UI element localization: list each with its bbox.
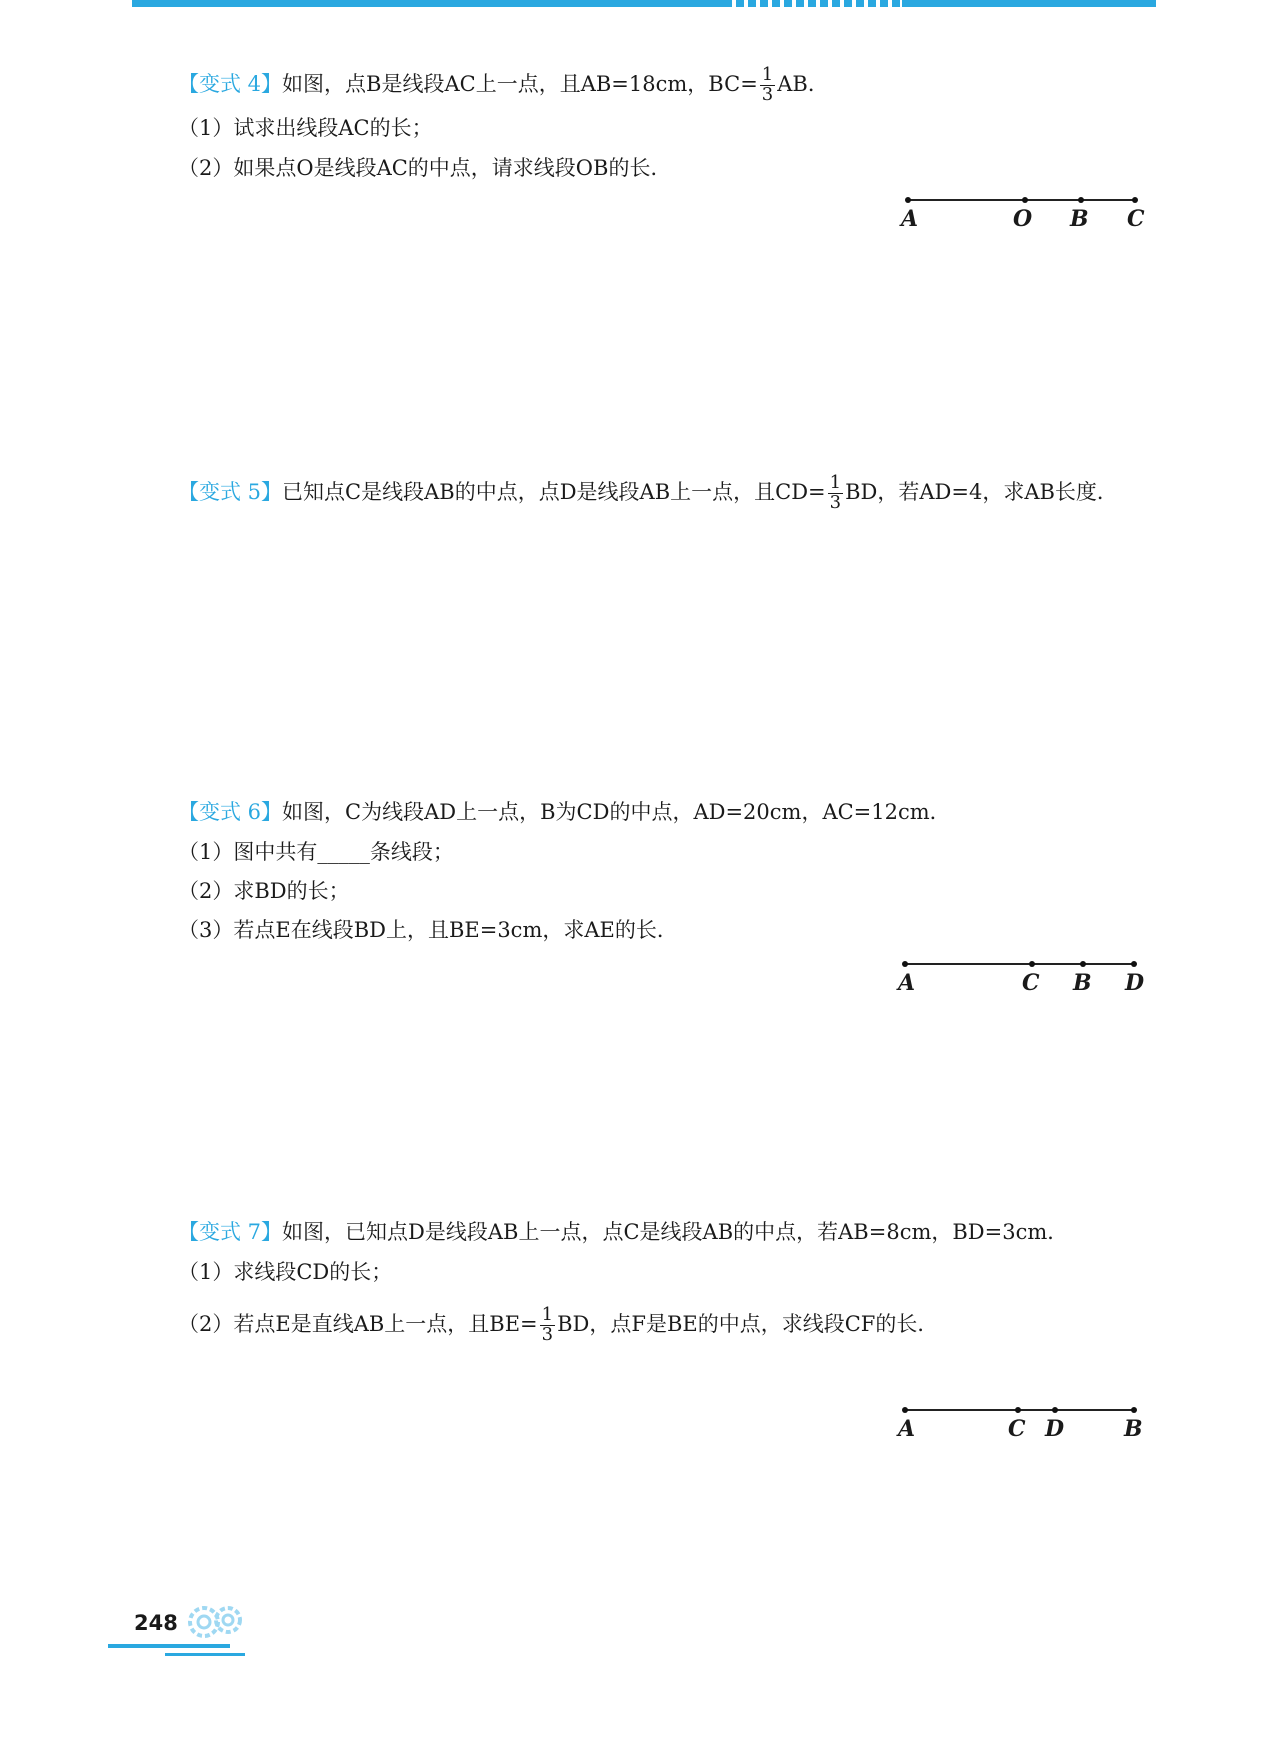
problem-5-tag: 【变式 5】 bbox=[178, 479, 283, 504]
label-d: D bbox=[1045, 1416, 1065, 1442]
point-a bbox=[902, 1407, 908, 1413]
problem-6-part-2: （2）求BD的长； bbox=[178, 879, 350, 903]
problem-7-text: 如图，已知点D是线段AB上一点，点C是线段AB的中点，若AB=8cm，BD=3cm． bbox=[282, 1220, 1069, 1244]
footer-rule bbox=[108, 1644, 230, 1648]
segment bbox=[907, 199, 1135, 201]
label-b: B bbox=[1070, 206, 1089, 232]
problem-6-tag: 【变式 6】 bbox=[178, 800, 283, 824]
problem-4-part-1: （1）试求出线段AC的长； bbox=[178, 116, 433, 140]
point-a bbox=[905, 197, 911, 203]
point-c bbox=[1015, 1407, 1021, 1413]
label-a: A bbox=[898, 970, 916, 996]
problem-6-text: 如图，C为线段AD上一点，B为CD的中点，AD=20cm，AC=12cm． bbox=[282, 800, 951, 824]
problem-7-part-1: （1）求线段CD的长； bbox=[178, 1260, 393, 1284]
segment bbox=[904, 963, 1134, 965]
fraction: $\frac{1}{3}$ bbox=[829, 472, 842, 513]
header-bar bbox=[132, 0, 1156, 7]
point-c bbox=[1132, 197, 1138, 203]
point-c bbox=[1029, 961, 1035, 967]
fraction: $\frac{1}{3}$ bbox=[761, 64, 774, 105]
problem-5-text: 已知点C是线段AB的中点，点D是线段AB上一点，且CD= bbox=[282, 479, 826, 504]
problem-6-statement bbox=[178, 802, 951, 823]
point-a bbox=[902, 961, 908, 967]
fraction: $\frac{1}{3}$ bbox=[541, 1304, 554, 1345]
label-a: A bbox=[898, 1416, 916, 1442]
gear-decoration-icon bbox=[184, 1600, 248, 1644]
problem-7-part-2: （2）若点E是直线AB上一点，且BE= $\frac{1}{3}$ BD，点F是BE的中点，求线段CF的长． bbox=[178, 1304, 939, 1345]
point-d bbox=[1131, 961, 1137, 967]
point-o bbox=[1022, 197, 1028, 203]
label-b: B bbox=[1073, 970, 1092, 996]
point-b bbox=[1078, 197, 1084, 203]
problem-4-figure bbox=[901, 186, 1145, 236]
label-c: C bbox=[1022, 970, 1040, 996]
label-a: A bbox=[901, 206, 919, 232]
page-number: 248 bbox=[134, 1611, 178, 1635]
problem-5-statement: 【变式 5】已知点C是线段AB的中点，点D是线段AB上一点，且CD= $\frac{1}{3}$ BD，若AD=4，求AB长度． bbox=[178, 472, 1118, 513]
problem-7-statement bbox=[178, 1222, 1068, 1243]
point-b bbox=[1080, 961, 1086, 967]
problem-7-tag: 【变式 7】 bbox=[178, 1220, 283, 1244]
label-b: B bbox=[1124, 1416, 1143, 1442]
footer-rule-short bbox=[165, 1653, 245, 1656]
problem-6-part-1: （1）图中共有_____条线段； bbox=[178, 840, 454, 864]
label-d: D bbox=[1125, 970, 1145, 996]
problem-7-figure bbox=[898, 1396, 1143, 1446]
label-c: C bbox=[1008, 1416, 1026, 1442]
label-c: C bbox=[1127, 206, 1145, 232]
problem-4-text: 如图，点B是线段AC上一点，且AB=18cm，BC= bbox=[282, 71, 758, 96]
problem-4-tag: 【变式 4】 bbox=[178, 71, 283, 96]
problem-4-part-2: （2）如果点O是线段AC的中点，请求线段OB的长． bbox=[178, 156, 672, 180]
header-dot-pattern bbox=[732, 0, 902, 7]
point-d bbox=[1052, 1407, 1058, 1413]
problem-4-statement: 【变式 4】如图，点B是线段AC上一点，且AB=18cm，BC= $\frac{1}{3}$ AB． bbox=[178, 64, 829, 105]
problem-6-figure bbox=[898, 950, 1145, 1000]
point-b bbox=[1131, 1407, 1137, 1413]
label-o: O bbox=[1013, 206, 1033, 232]
problem-6-part-3: （3）若点E在线段BD上，且BE=3cm，求AE的长． bbox=[178, 918, 678, 942]
